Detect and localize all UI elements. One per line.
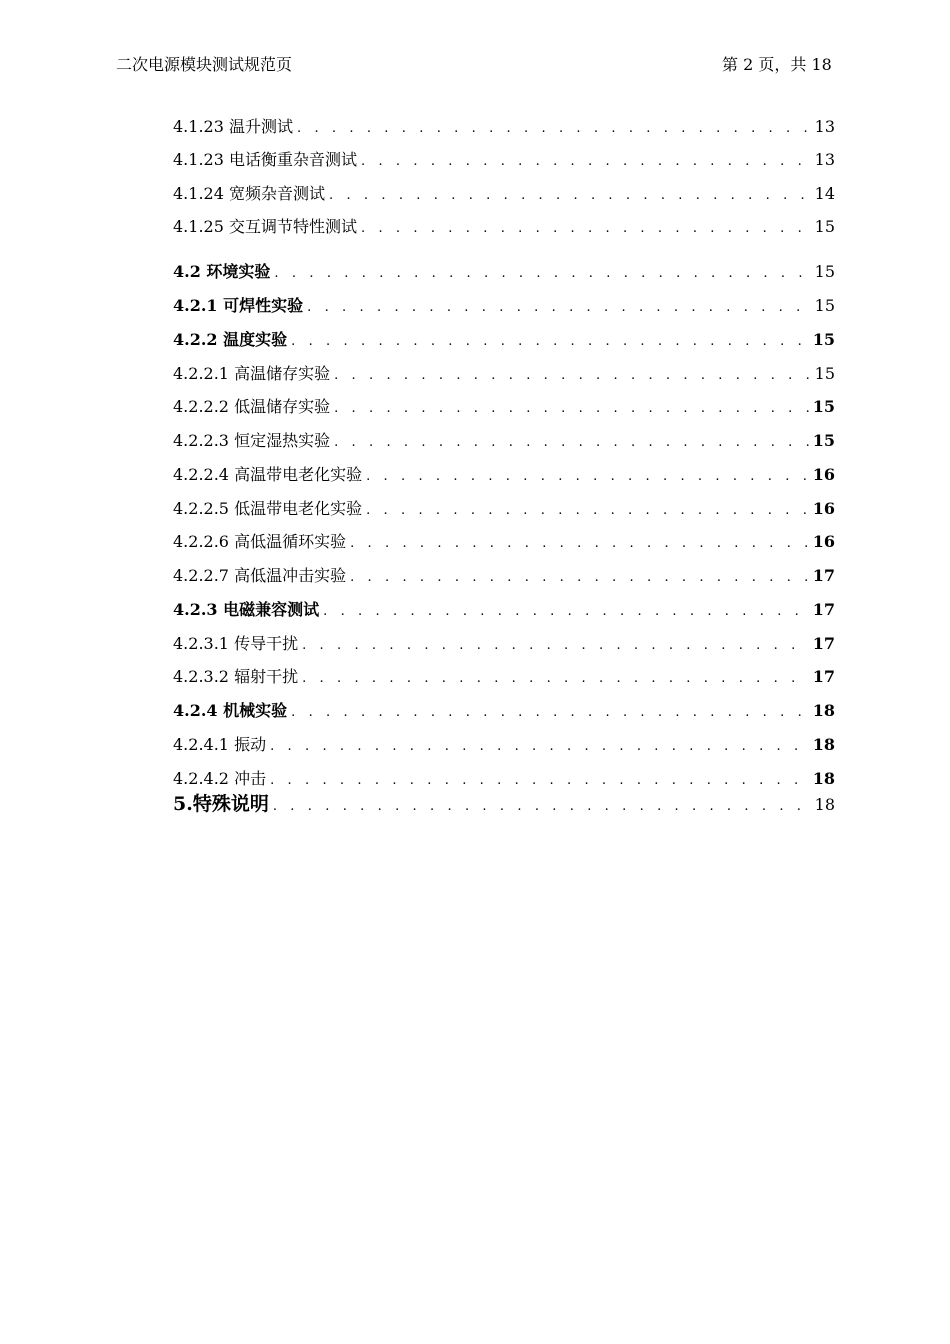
toc-leader-dots (297, 119, 811, 139)
toc-leader-dots (270, 771, 809, 791)
toc-entry-label: 4.2.2.2 低温储存实验 (173, 397, 334, 417)
toc-entry-label: 4.2.3.1 传导干扰 (173, 634, 302, 654)
toc-entry[interactable] (173, 431, 835, 453)
toc-entry[interactable] (173, 262, 835, 284)
page-number-info: 第 2 页，共 18 (722, 55, 832, 74)
toc-leader-dots (270, 737, 809, 757)
toc-entry[interactable] (173, 465, 835, 487)
toc-entry-label: 4.2.2.3 恒定湿热实验 (173, 431, 334, 451)
toc-entry-page: 15 (811, 262, 835, 282)
toc-entry[interactable] (173, 600, 835, 622)
toc-entry[interactable] (173, 117, 835, 139)
toc-entry-label: 4.2.2.5 低温带电老化实验 (173, 499, 366, 519)
toc-entry-label: 4.2.4 机械实验 (173, 701, 291, 721)
toc-leader-dots (366, 467, 809, 487)
toc-entry-page: 15 (811, 217, 835, 237)
toc-entry[interactable] (173, 667, 835, 689)
toc-entry[interactable] (173, 532, 835, 554)
toc-entry-label: 4.2.4.1 振动 (173, 735, 270, 755)
toc-entry-label: 4.2.2 温度实验 (173, 330, 291, 350)
toc-entry[interactable] (173, 566, 835, 588)
toc-entry[interactable] (173, 794, 835, 817)
toc-entry[interactable] (173, 330, 835, 352)
toc-leader-dots (274, 264, 810, 284)
toc-leader-dots (323, 602, 809, 622)
document-title: 二次电源模块测试规范页 (116, 55, 293, 74)
toc-entry-label: 4.2 环境实验 (173, 262, 274, 282)
toc-entry-label: 4.2.2.4 高温带电老化实验 (173, 465, 366, 485)
toc-entry-label: 4.2.2.7 高低温冲击实验 (173, 566, 350, 586)
toc-leader-dots (307, 298, 811, 318)
toc-entry[interactable] (173, 217, 835, 239)
toc-entry-page: 15 (809, 330, 835, 350)
toc-entry-label: 4.2.4.2 冲击 (173, 769, 270, 789)
toc-entry-label: 4.2.2.6 高低温循环实验 (173, 532, 350, 552)
toc-entry[interactable] (173, 184, 835, 206)
toc-leader-dots (334, 366, 811, 386)
toc-entry-page: 15 (809, 397, 835, 417)
toc-entry-page: 17 (809, 634, 835, 654)
toc-entry-label: 4.2.3.2 辐射干扰 (173, 667, 302, 687)
toc-leader-dots (273, 797, 811, 817)
toc-entry-page: 16 (809, 465, 835, 485)
toc-entry-label: 4.1.23 电话衡重杂音测试 (173, 150, 361, 170)
toc-entry[interactable] (173, 364, 835, 386)
toc-leader-dots (350, 534, 809, 554)
toc-leader-dots (291, 703, 809, 723)
toc-entry[interactable] (173, 769, 835, 791)
toc-leader-dots (334, 399, 809, 419)
toc-leader-dots (302, 669, 809, 689)
toc-entry[interactable] (173, 735, 835, 757)
toc-entry-page: 15 (811, 364, 835, 384)
toc-entry-page: 13 (811, 117, 835, 137)
toc-entry-label: 4.1.23 温升测试 (173, 117, 297, 137)
toc-entry-page: 17 (809, 566, 835, 586)
toc-leader-dots (361, 152, 811, 172)
toc-entry-page: 18 (811, 795, 835, 815)
toc-entry-page: 16 (809, 499, 835, 519)
toc-entry[interactable] (173, 150, 835, 172)
toc-entry-label: 5.特殊说明 (173, 794, 273, 814)
toc-entry-page: 18 (809, 735, 835, 755)
toc-entry-page: 17 (809, 600, 835, 620)
toc-entry[interactable] (173, 701, 835, 723)
toc-entry-page: 15 (811, 296, 835, 316)
toc-leader-dots (291, 332, 809, 352)
toc-entry-page: 18 (809, 701, 835, 721)
toc-leader-dots (302, 636, 809, 656)
toc-entry-page: 15 (809, 431, 835, 451)
toc-leader-dots (329, 186, 811, 206)
toc-leader-dots (350, 568, 809, 588)
toc-entry-label: 4.2.3 电磁兼容测试 (173, 600, 323, 620)
toc-leader-dots (366, 501, 809, 521)
toc-entry-page: 16 (809, 532, 835, 552)
toc-entry-label: 4.2.1 可焊性实验 (173, 296, 307, 316)
toc-entry-label: 4.1.24 宽频杂音测试 (173, 184, 329, 204)
toc-entry-page: 14 (811, 184, 835, 204)
toc-entry[interactable] (173, 296, 835, 318)
toc-leader-dots (361, 219, 811, 239)
toc-entry[interactable] (173, 397, 835, 419)
toc-entry[interactable] (173, 634, 835, 656)
toc-entry[interactable] (173, 499, 835, 521)
toc-leader-dots (334, 433, 809, 453)
toc-entry-page: 18 (809, 769, 835, 789)
toc-entry-label: 4.2.2.1 高温储存实验 (173, 364, 334, 384)
toc-entry-page: 17 (809, 667, 835, 687)
toc-entry-label: 4.1.25 交互调节特性测试 (173, 217, 361, 237)
toc-entry-page: 13 (811, 150, 835, 170)
